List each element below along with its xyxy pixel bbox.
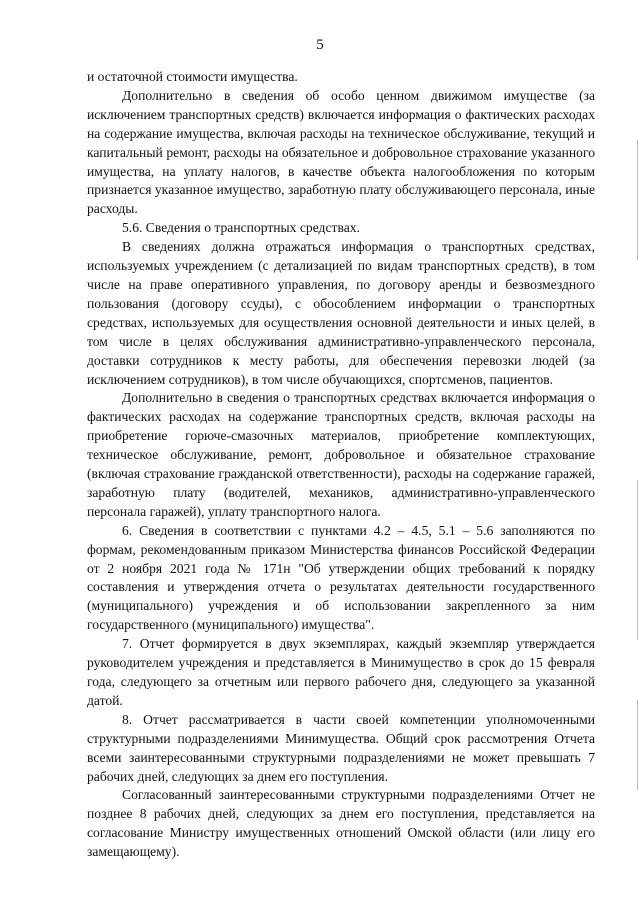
paragraph-continuation: и остаточной стоимости имущества. (87, 69, 298, 84)
paragraph-especially-valuable-property: Дополнительно в сведения об особо ценном движимом имуществе (за исключением транспортных средств) включается информация о фактических расходах на содержание имущества, включая расходы на техническое обслуживание, текущий и капитальный ремонт, расходы на обязательное и добровольное страхование указанного имущества, на уплату налогов, в качестве объекта налогообложения по которым признается указанное имущество, заработную плату обслуживающего персонала, иные расходы. (87, 87, 595, 217)
page-number: 5 (316, 37, 324, 53)
scan-edge-mark (637, 480, 638, 640)
section-heading-5-6: 5.6. Сведения о транспортных средствах. (122, 220, 360, 236)
paragraph-vehicle-information: В сведениях должна отражаться информация о транспортных средствах, используемых учреждением (с детализацией по видам транспортных средств), в том числе на праве оперативного управления, по договору аренды и безвозмездного пользования (договору ссуды), с обособлением информации о транспортных средствах, используемых для осуществления основной деятельности и иных целей, в том числе в целях обслуживания административно-управленческого персонала, доставки сотрудников к месту работы, для обеспечения перевозки людей (за исключением сотрудников), в том числе обучающихся, спортсменов, пациентов. (87, 239, 595, 387)
scan-edge-mark (637, 140, 638, 260)
paragraph-item-8: 8. Отчет рассматривается в части своей компетенции уполномоченными структурными подразделениями Минимущества. Общий срок рассмотрения Отчета всеми заинтересованными структурными подразделениями не может превышать 7 рабочих дней, следующих за днем его поступления. (87, 711, 595, 784)
paragraph-vehicle-expenses: Дополнительно в сведения о транспортных средствах включается информация о фактических расходах на содержание транспортных средств, включая расходы на приобретение горюче-смазочных материалов, приобретение комплектующих, техническое обслуживание, ремонт, добровольное и обязательное страхование (включая страхование гражданской ответственности), расходы на содержание гаражей, заработную плату (водителей, механиков, административно-управленческого персонала гаражей), уплату транспортного налога. (87, 390, 595, 519)
scan-edge-mark (637, 700, 638, 790)
body-text (87, 68, 595, 862)
paragraph-approval: Согласованный заинтересованными структурными подразделениями Отчет не позднее 8 рабочих дней, следующих за днем его поступления, представляется на согласование Министру имущественных отношений Омской области (или лицу его замещающему). (87, 787, 595, 860)
paragraph-item-6: 6. Сведения в соответствии с пунктами 4.2 – 4.5, 5.1 – 5.6 заполняются по формам, рекомендованным приказом Министерства финансов Российской Федерации от 2 ноября 2021 года № 171н "Об утверждении общих требований к порядку составления и утверждения отчета о результатах деятельности государственного (муниципального) учреждения и об использовании закрепленного за ним государственного (муниципального) имущества". (87, 522, 595, 633)
paragraph-item-7: 7. Отчет формируется в двух экземплярах, каждый экземпляр утверждается руководителем учреждения и представляется в Минимущество в срок до 15 февраля года, следующего за отчетным или первого рабочего дня, следующего за указанной датой. (87, 636, 595, 708)
